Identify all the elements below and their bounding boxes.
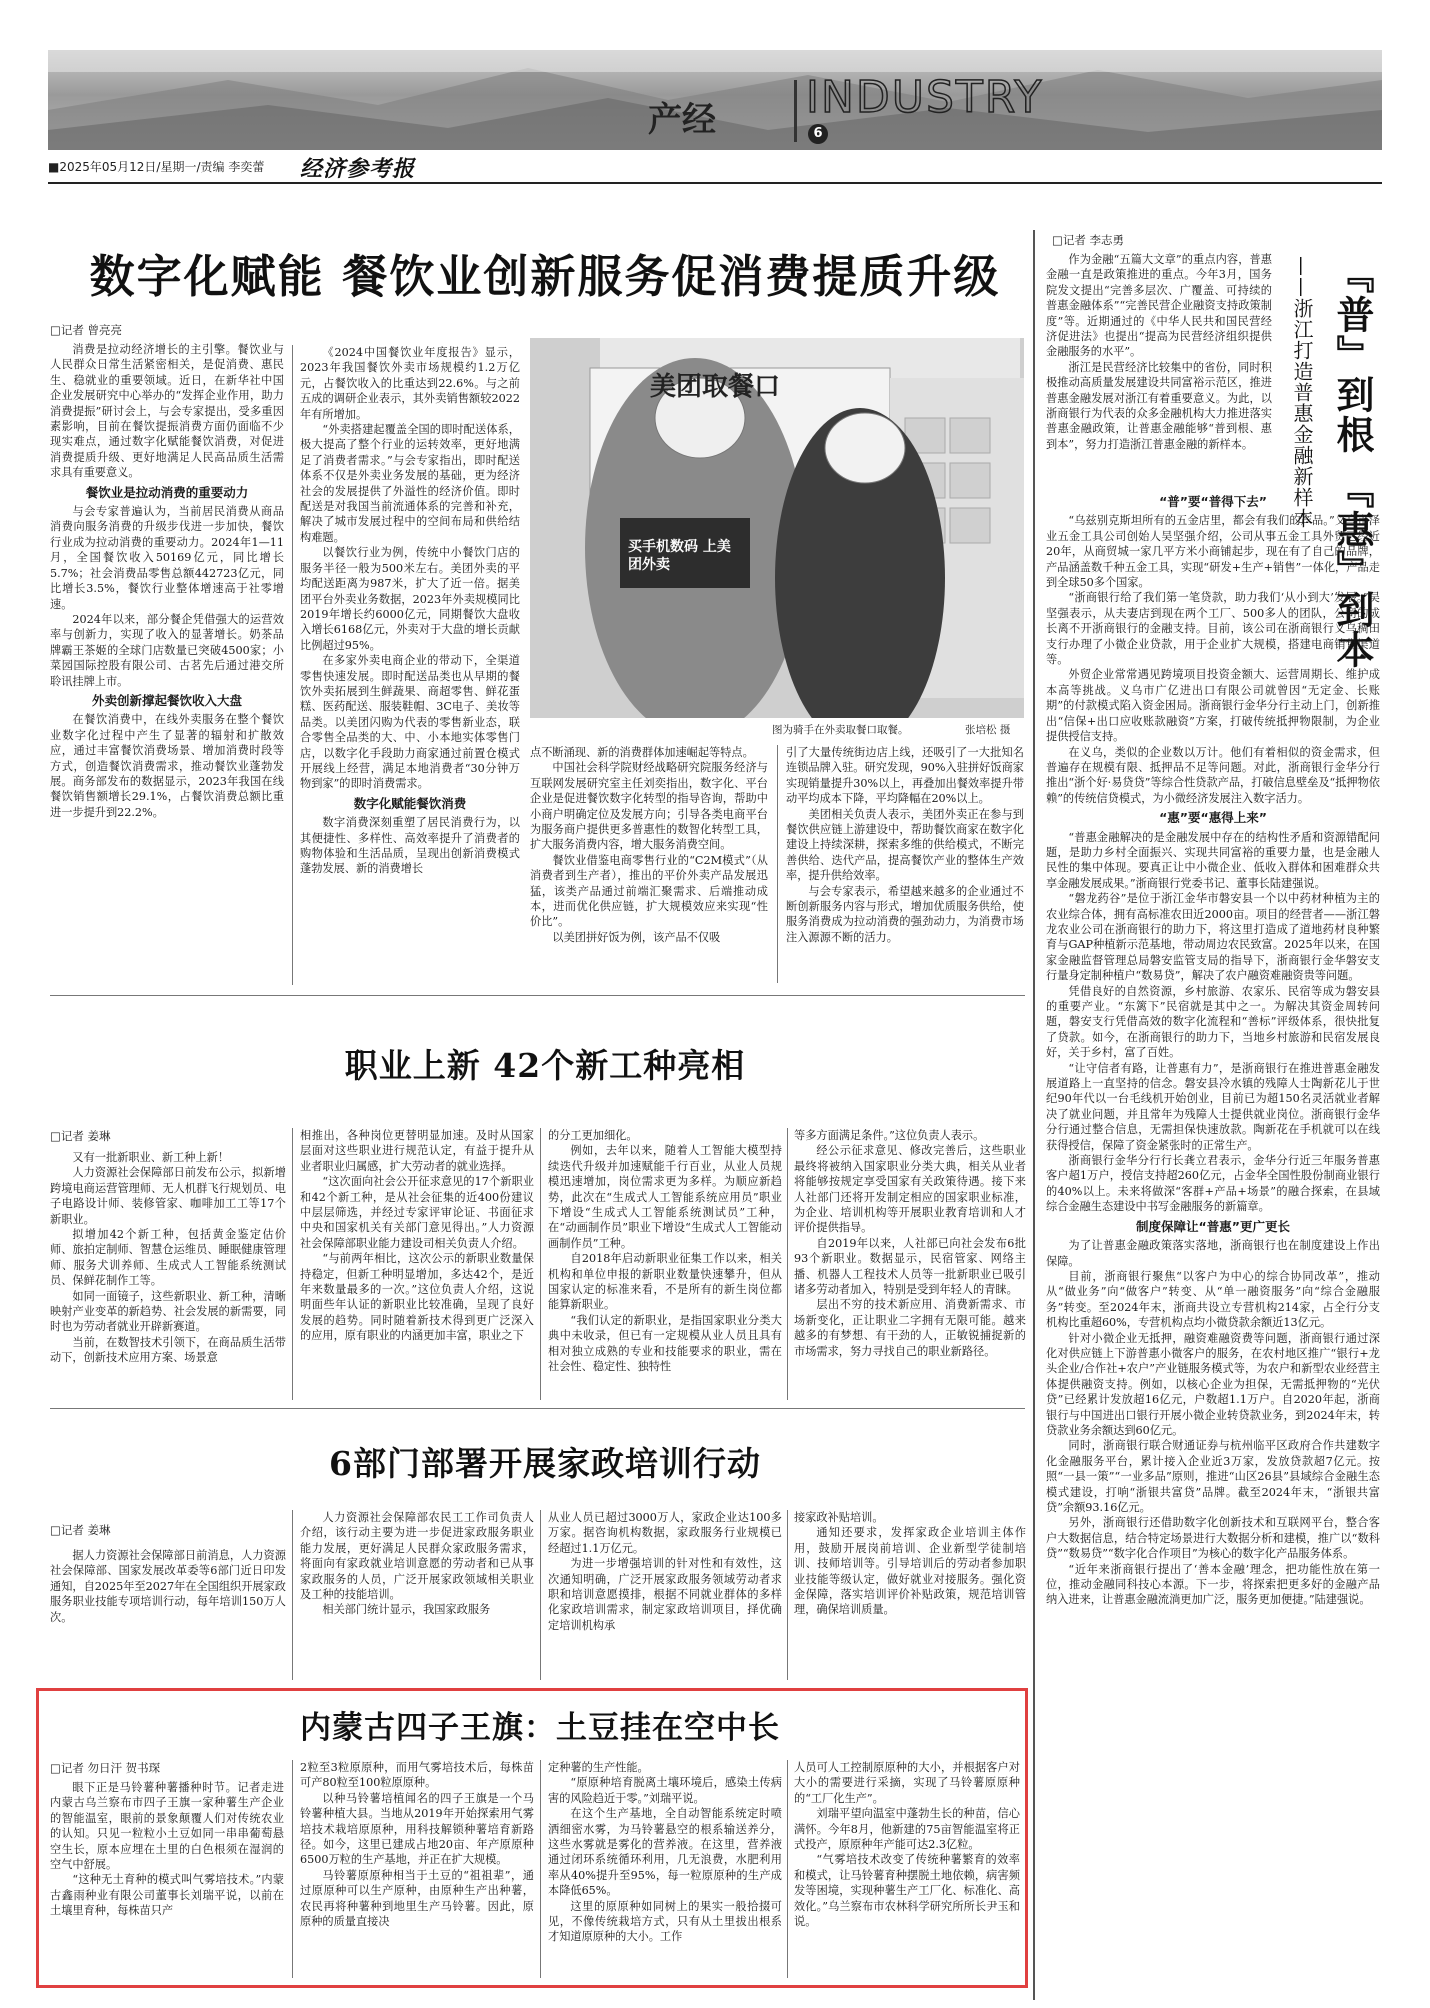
paragraph: 自2018年启动新职业征集工作以来，相关机构和单位申报的新职业数量快速攀升，但从国家认定的标准来看，不是所有的新生岗位都能算新职业。	[548, 1252, 782, 1312]
lead-photo	[530, 338, 1024, 718]
paragraph: 通知还要求，发挥家政企业培训主体作用，鼓励开展岗前培训、企业新型学徒制培训、技师培训等。引导培训后的劳动者参加职业技能等级认定，做好就业对接服务。强化资金保障，落实培训评价补贴政策，规范培训管理，确保培训质量。	[794, 1526, 1026, 1617]
paragraph: 在多家外卖电商企业的带动下，全渠道零售快速发展。即时配送品类也从早期的餐饮外卖拓展到生鲜蔬果、商超零售、鲜花蛋糕、医药配送、服装鞋帽、3C电子、美妆等品类。以美团闪购为代表的零售新业态，联合零售全品类的大、中、小本地实体零售门店，以数字化手段助力商家通过前置仓模式开展线上经营，满足本地消费者“30分钟万物到家”的即时消费需求。	[300, 654, 520, 791]
paragraph: 在义乌，类似的企业数以万计。他们有着相似的资金需求，但普遍存在规模有限、抵押品不足等问题。对此，浙商银行金华分行推出“浙个好·易贷贷”等综合性贷款产品，打破信息壁垒及“抵押物依赖”的传统信贷模式，为小微经济发展注入数字活力。	[1046, 745, 1380, 805]
paragraph: 与会专家普遍认为，当前居民消费从商品消费向服务消费的升级步伐进一步加快，餐饮行业成为拉动消费的重要动力。2024年1—11月，全国餐饮收入50169亿元，同比增长5.7%；社会消费品零售总额442723亿元，同比增长3.5%，餐饮行业整体增速高于社零增速。	[50, 505, 284, 611]
paragraph: 等多方面满足条件。”这位负责人表示。	[794, 1129, 985, 1142]
paragraph: “气雾培技术改变了传统种薯繁育的效率和模式，让马铃薯育种摆脱土地依赖，病害频发等困境，实现种薯生产工厂化、标准化、高效化。”乌兰察布市农林科学研究所所长尹玉和说。	[794, 1853, 1020, 1929]
paragraph: 2粒至3粒原原种，而用气雾培技术后，每株苗可产80粒至100粒原原种。	[300, 1761, 534, 1790]
paragraph: 以种马铃薯培植闻名的四子王旗是一个马铃薯种植大县。当地从2019年开始探索用气雾培技术栽培原原种，用科技解锁种薯培育新路径。如今，这里已建成占地20亩、年产原原种6500万粒的生产基地，并正在扩大规模。	[300, 1791, 534, 1867]
jobs-column-4	[794, 1128, 1026, 1400]
photo-credit: 张培松 摄	[965, 724, 1011, 736]
lead-column-2-top	[300, 345, 520, 985]
jobs-column-2	[300, 1128, 534, 1400]
section-divider	[794, 80, 797, 142]
potato-column-2	[300, 1760, 534, 1980]
jobs-headline: 职业上新 42个新工种亮相	[344, 1046, 746, 1085]
paragraph: 消费是拉动经济增长的主引擎。餐饮业与人民群众日常生活紧密相关，是促消费、惠民生、稳就业的重要领域。近日，在新华社中国企业发展研究中心举办的“发挥企业作用，助力消费提振”研讨会上，与会专家提出，受多重因素影响，目前在餐饮提振消费方面仍面临不少现实难点，通过数字化赋能餐饮消费，对促进消费提质升级、更好地满足人民高品质生活需求具有重要意义。	[50, 343, 284, 480]
paragraph: 人员可人工控制原原种的大小，并根据客户对大小的需要进行采摘，实现了马铃薯原原种的“工厂化生产”。	[794, 1761, 1020, 1805]
paragraph: 浙江是民营经济比较集中的省份，同时积极推动高质量发展建设共同富裕示范区，推进普惠金融发展对浙江有着重要意义。为此，以浙商银行为代表的众多金融机构大力推进落实普惠金融政策，让普惠金融能够“普到根、惠到本”，努力打造浙江普惠金融的新样本。	[1046, 360, 1272, 451]
paragraph: “磐龙药谷”是位于浙江金华市磐安县一个以中药材种植为主的农业综合体，拥有高标准农田近2000亩。项目的经营者——浙江磐龙农业公司在浙商银行的助力下，将这里打造成了道地药材良种繁育与GAP种植新示范基地，带动周边农民致富。2025年以来，在国家金融监督管理总局磐安监管支局的指导下，浙商银行金华磐安支行量身定制种植户“数易贷”，解决了农户融资难融资贵等问题。	[1046, 892, 1380, 983]
potato-column-4	[794, 1760, 1020, 1980]
paragraph: 的分工更加细化。	[548, 1129, 638, 1142]
sidebar-byline: □记者 李志勇	[1052, 233, 1125, 247]
section-rule	[50, 995, 1025, 996]
paragraph: 相推出，各种岗位更替明显加速。及时从国家层面对这些职业进行规范认定，有益于提升从业者职业归属感，扩大劳动者的就业选择。	[300, 1129, 534, 1173]
paragraph: 人力资源社会保障部农民工工作司负责人介绍，该行动主要为进一步促进家政服务职业能力发展，更好满足人民群众家政服务需求，将面向有家政就业培训意愿的劳动者和已从事家政服务的人员，广泛开展家政领域相关职业及工种的技能培训。	[300, 1511, 534, 1602]
lead-column-4	[786, 745, 1024, 985]
housekeeping-headline: 6部门部署开展家政培训行动	[329, 1444, 761, 1483]
paragraph: 同时，浙商银行联合财通证券与杭州临平区政府合作共建数字化金融服务平台，累计接入企业近3万家，发放贷款超7亿元。按照“一县一策”“一业多品”原则，推进“山区26县”县域综合金融生态模式建设，打响“浙银共富贷”品牌。截至2024年末，“浙银共富贷”余额93.16亿元。	[1046, 1439, 1380, 1514]
lead-column-2-bottom-3	[530, 745, 768, 985]
paragraph: 2024年以来，部分餐企凭借强大的运营效率与创新力，实现了收入的显著增长。奶茶品牌霸王茶姬的全球门店数量已突破4500家；小菜园国际控股有限公司、古茗先后通过港交所聆讯挂牌上市。	[50, 612, 284, 688]
paragraph: 以美团拼好饭为例，该产品不仅吸	[552, 930, 721, 944]
potato-column-3	[548, 1760, 782, 1980]
paragraph: “原原种培育脱离土壤环境后，感染土传病害的风险趋近于零。”刘瑞平说。	[548, 1776, 782, 1805]
subhead: 外卖创新撑起餐饮收入大盘	[91, 692, 242, 708]
potato-column-1	[50, 1780, 284, 1980]
paragraph: “我们认定的新职业，是指国家职业分类大典中未收录，但已有一定规模从业人员且具有相对独立成熟的专业和技能要求的职业，需在社会性、稳定性、独特性	[548, 1313, 782, 1374]
column-rule	[292, 345, 293, 985]
paragraph: 点不断涌现、新的消费群体加速崛起等特点。	[530, 746, 754, 759]
paragraph: 引了大量传统街边店上线，还吸引了一大批知名连锁品牌入驻。研究发现，90%入驻拼好饭商家实现销量提升30%以上，再叠加出餐效率提升带动平均成本下降，平均降幅在20%以上。	[786, 746, 1024, 806]
sidebar-vertical-title: 『普』到根 『惠』到本	[1330, 255, 1374, 671]
paragraph: 餐饮业借鉴电商零售行业的“C2M模式”（从消费者到生产者），推出的平价外卖产品发展迅猛，该类产品通过前端汇聚需求、后端推动成本，进而优化供应链，扩大规模效应来实现“性价比”。	[530, 853, 768, 929]
paragraph: 凭借良好的自然资源，乡村旅游、农家乐、民宿等成为磐安县的重要产业。“东篱下”民宿就是其中之一。为解决其资金周转问题，磐安支行凭借高效的数字化流程和“善标”评级体系，很快批复了贷款。如今，在浙商银行的助力下，当地乡村旅游和民宿发展良好，关于乡村，富了百姓。	[1046, 984, 1380, 1060]
lead-byline: □记者 曾亮亮	[50, 323, 123, 337]
column-rule	[787, 1760, 788, 1978]
column-rule	[540, 1128, 541, 1400]
paragraph: 马铃薯原原种相当于土豆的“祖祖辈”，通过原原种可以生产原种，由原种生产出种薯，农民再将种薯种到地里生产马铃薯。因此，原原种的质量直接决	[300, 1868, 534, 1929]
photo-shop-sign: 美团取餐口	[650, 372, 781, 402]
paragraph: 在餐饮消费中，在线外卖服务在整个餐饮业数字化过程中产生了显著的辐射和扩散效应，通过丰富餐饮消费场景、增加消费时段等方式，创造餐饮消费需求，推动餐饮业蓬勃发展。商务部发布的数据显示，2023年我国在线餐饮销售额增长29.1%，占餐饮消费总额比重进一步提升到22.2%。	[50, 713, 284, 819]
lead-column-1	[50, 342, 284, 987]
column-rule	[787, 1128, 788, 1400]
column-rule	[540, 1510, 541, 1680]
paragraph: “浙商银行给了我们第一笔贷款，助力我们‘从小到大’发展。”吴坚强表示，从夫妻店到现在两个工厂、500多人的团队，公司的成长离不开浙商银行的金融支持。目前，该公司在浙商银行义乌稠田支行办理了小微企业贷款，用于企业扩大规模，搭建电商销售渠道等。	[1046, 591, 1380, 667]
paragraph: “与前两年相比，这次公示的新职业数量保持稳定，但新工种明显增加，多达42个，是近年来数量最多的一次。”这位负责人介绍，这说明面些年认证的新职业比较准确，呈现了良好发展的趋势。同时随着新技术得到更广泛深入的应用，原有职业的内涵更加丰富，职业之下	[300, 1252, 534, 1343]
paragraph: 外贸企业常常遇见跨境项目投资金额大、运营周期长、维护成本高等挑战。义乌市广亿进出口有限公司就曾因“无定金、长账期”的付款模式陷入资金困局。浙商银行金华分行主动上门，创新推出“信保+出口应收账款融资”方案，打破传统抵押物限制，为企业提供授信支持。	[1046, 668, 1380, 744]
subhead: 餐饮业是拉动消费的重要动力	[85, 484, 249, 500]
date-line: ■2025年05月12日/星期一/责编 李奕蕾	[48, 160, 265, 174]
paragraph: 当前，在数智技术引领下，在商品质生活带动下，创新技术应用方案、场景意	[50, 1335, 286, 1365]
section-rule	[50, 1408, 1025, 1409]
masthead-banner	[48, 50, 1382, 150]
column-rule	[787, 1510, 788, 1680]
paragraph: 作为金融“五篇大文章”的重点内容，普惠金融一直是政策推进的重点。今年3月，国务院发文提出“完善多层次、广覆盖、可持续的普惠金融体系”“完善民营企业融资支持政策制度”等。近期通过的《中华人民共和国民营经济促进法》也提出“提高为民营经济组织提供金融服务的水平”。	[1046, 253, 1272, 359]
paragraph: 层出不穷的技术新应用、消费新需求、市场新变化，正让职业二字拥有无限可能。越来越多的有梦想、有干劲的人，正敏锐捕捉新的市场需求，努力寻找自己的职业新路径。	[794, 1298, 1026, 1358]
housekeeping-column-1	[50, 1548, 286, 1678]
housekeeping-column-4	[794, 1510, 1026, 1680]
sidebar-vertical-subtitle: ——浙江打造普惠金融新样本	[1290, 256, 1314, 529]
subhead: 制度保障让“普惠”更广更长	[1136, 1218, 1290, 1234]
housekeeping-column-3	[548, 1510, 782, 1680]
paragraph: “这次面向社会公开征求意见的17个新职业和42个新工种，是从社会征集的近400份建议中层层筛选，并经过专家评审论证、书面征求中央和国家机关有关部门意见得出。”人力资源社会保障部职业能力建设司相关负责人介绍。	[300, 1175, 534, 1250]
paragraph: “这种无土育种的模式叫气雾培技术。”内蒙古鑫雨种业有限公司董事长刘瑞平说，以前在土壤里育种，每株苗只产	[50, 1873, 284, 1918]
paragraph: 例如，去年以来，随着人工智能大模型持续迭代升级并加速赋能千行百业，从业人员规模迅速增加，岗位需求更为多样。为顺应新趋势，此次在“生成式人工智能系统应用员”职业下增设“生成式人工智能系统测试员”工种，在“动画制作员”职业下增设“生成式人工智能动画制作员”工种。	[548, 1144, 782, 1250]
paragraph: 与会专家表示，希望越来越多的企业通过不断创新服务内容与形式，增加优质服务供给，使服务消费成为拉动消费的强劲动力，为消费市场注入源源不断的活力。	[786, 884, 1024, 944]
subhead: “惠”要“惠得上来”	[1159, 810, 1267, 826]
section-title-en: INDUSTRY	[806, 72, 1044, 123]
paragraph: “普惠金融解决的是金融发展中存在的结构性矛盾和资源错配问题，是助力乡村全面振兴、实现共同富裕的重要力量，也是金融人民性的集中体现。要真正让中小微企业、低收入群体和困难群众共享金融发展成果。”浙商银行党委书记、董事长陆建强说。	[1046, 830, 1380, 890]
column-rule	[292, 1128, 293, 1400]
masthead-rule	[48, 182, 1382, 184]
sidebar-rule	[1033, 230, 1035, 2000]
paragraph: 针对小微企业无抵押，融资难融资费等问题，浙商银行通过深化对供应链上下游普惠小微客户的服务，在农村地区推广“银行+龙头企业/合作社+农户”产业链服务模式等，为农户和新型农业经营主体提供融资支持。例如，以核心企业为担保，无需抵押物的“光伏贷”已经累计发放超16亿元，户数超1.1万户。自2020年起，浙商银行与中国进出口银行开展小微企业转贷款业务，到2024年末，转贷款业务余额达到60亿元。	[1046, 1331, 1380, 1437]
paragraph: “外卖搭建起覆盖全国的即时配送体系，极大提高了整个行业的运转效率，更好地满足了消费者需求。”与会专家指出，即时配送体系不仅是外卖业务发展的基础，更为经济社会的发展提供了外溢性的经济价值。即时配送是对我国当前流通体系的完善和补充，解决了城市发展过程中的空间布局和供给结构难题。	[300, 423, 520, 544]
lead-headline: 数字化赋能 餐饮业创新服务促消费提质升级	[89, 250, 1001, 303]
column-rule	[292, 1510, 293, 1680]
paragraph: 数字消费深刻重塑了居民消费行为，以其便捷性、多样性、高效率提升了消费者的购物体验和生活品质，呈现出创新消费模式蓬勃发展、新的消费增长	[300, 816, 520, 876]
column-rule	[777, 745, 778, 983]
paragraph: 定种薯的生产性能。	[548, 1761, 649, 1774]
paragraph: 如同一面镜子，这些新职业、新工种，清晰映射产业变革的新趋势、社会发展的新需要，同时也为劳动者就业开辟新赛道。	[50, 1289, 286, 1334]
housekeeping-column-2	[300, 1510, 534, 1680]
paragraph: 为进一步增强培训的针对性和有效性，这次通知明确，广泛开展家政服务领域劳动者求职和培训意愿摸排，根据不同就业群体的多样化家政培训需求，制定家政培训项目，择优确定培训机构承	[548, 1557, 782, 1632]
subhead: “普”要“普得下去”	[1159, 494, 1267, 509]
paragraph: “近年来浙商银行提出了‘善本金融’理念，把功能性放在第一位，推动金融同科技心本源。下一步，将探索把更多好的金融产品纳入进来，让普惠金融流淌更加广泛，服务更加便捷。”陆建强说。	[1046, 1562, 1380, 1607]
paragraph: 浙商银行金华分行行长龚立君表示，金华分行近三年服务普惠客户超1万户，授信支持超260亿元，占金华全国性股份制商业银行的40%以上。未来将做深“客群+产品+场景”的融合探索，在县域综合金融生态建设中书写金融服务的新篇章。	[1046, 1154, 1380, 1214]
column-rule	[292, 1760, 293, 1978]
paragraph: 人力资源社会保障部日前发布公示，拟新增跨境电商运营管理师、无人机群飞行规划员、电子电路设计师、装修管家、咖啡加工工等17个新职业。	[50, 1166, 286, 1226]
section-title-cn: 产经	[648, 100, 716, 140]
column-rule	[540, 1760, 541, 1978]
paragraph: 拟增加42个新工种，包括黄金鉴定估价师、旅拍定制师、智慧仓运维员、睡眠健康管理师、服务犬训养师、生成式人工智能系统测试员、保鲜花制作工等。	[50, 1228, 286, 1288]
subhead: 数字化赋能餐饮消费	[353, 795, 467, 811]
paragraph: 为了让普惠金融政策落实落地，浙商银行也在制度建设上作出保障。	[1046, 1239, 1380, 1268]
jobs-byline: □记者 姜琳	[50, 1129, 111, 1143]
paragraph: 从业人员已超过3000万人，家政企业达100多万家。据咨询机构数据，家政服务行业规模已经超过1.1万亿元。	[548, 1511, 782, 1555]
paragraph: 以餐饮行业为例，传统中小餐饮门店的服务半径一般为500米左右。美团外卖的平均配送距离为987米，扩大了近一倍。据美团平台外卖业务数据，2023年外卖规模同比2019年增长约6000亿元，同期餐饮大盘收入增长6168亿元，外卖对于大盘的增长贡献比例超过95%。	[300, 546, 520, 652]
paragraph: 刘瑞平望向温室中蓬勃生长的种苗，信心满怀。今年8月，他新建的75亩智能温室将正式投产，原原种年产能可达2.3亿粒。	[794, 1807, 1020, 1852]
housekeeping-byline: □记者 姜琳	[50, 1523, 111, 1537]
paragraph: 经公示征求意见、修改完善后，这些职业最终将被纳入国家职业分类大典，相关从业者将能够按规定享受国家有关政策待遇。接下来人社部门还将开发制定相应的国家职业标准，为企业、培训机构等开展职业教育培训和人才评价提供指导。	[794, 1144, 1026, 1235]
sidebar-body	[1046, 490, 1380, 1990]
paragraph: 目前，浙商银行聚焦“以客户为中心的综合协同改革”，推动从“做业务”向“做客户”转变、从“单一融资服务”向“综合金融服务”转变。至2024年末，浙商共设立专营机构214家，占全行分支机构比重超60%，专营机构点均小微贷款余额近13亿元。	[1046, 1269, 1380, 1330]
jobs-column-3	[548, 1128, 782, 1400]
paragraph: 这里的原原种如同树上的果实一般拾掇可见，不像传统栽培方式，只有从土里拔出根系才知道原原种的大小。工作	[548, 1899, 782, 1944]
paragraph: 另外，浙商银行还借助数字化创新技术和互联网平台，整合客户大数据信息，结合特定场景进行大数据分析和建模，推广以“数科贷”“数易贷”“数字化合作项目”为核心的数字化产品服务体系。	[1046, 1516, 1380, 1561]
potato-byline: □记者 勿日汗 贺书琛	[50, 1761, 161, 1775]
photo-caption: 图为骑手在外卖取餐口取餐。	[772, 724, 909, 736]
paragraph: 又有一批新职业、新工种上新！	[72, 1151, 230, 1164]
paragraph: 眼下正是马铃薯种薯播种时节。记者走进内蒙古乌兰察布市四子王旗一家种薯生产企业的智能温室，眼前的景象颠覆人们对传统农业的认知。只见一粒粒小土豆如同一串串葡萄悬空生长，原本应埋在土里的白色根须在湿润的空气中舒展。	[50, 1781, 284, 1872]
paragraph: 据人力资源社会保障部日前消息，人力资源社会保障部、国家发展改革委等6部门近日印发通知，自2025年至2027年在全国组织开展家政服务职业技能专项培训行动，每年培训150万人次。	[50, 1549, 286, 1624]
paragraph: 相关部门统计显示，我国家政服务	[322, 1603, 491, 1617]
paragraph: 《2024中国餐饮业年度报告》显示，2023年我国餐饮外卖市场规模约1.2万亿元，占餐饮收入的比重达到22.6%。与之前五成的调研企业表示，其外卖销售额较2022年有所增加。	[300, 346, 520, 421]
potato-headline: 内蒙古四子王旗：土豆挂在空中长	[300, 1710, 780, 1746]
photo-bag-text: 买手机数码 上美团外卖	[628, 539, 731, 573]
paragraph: 在这个生产基地，全自动智能系统定时喷洒细密水雾，为马铃薯悬空的根系输送养分，这些水雾就是雾化的营养液。在这里，营养液通过闭环系统循环利用，几无浪费，水肥利用率从40%提升至95%，每一粒原原种的生产成本降低65%。	[548, 1807, 782, 1898]
paragraph: “让守信者有路，让普惠有力”，是浙商银行在推进普惠金融发展道路上一直坚持的信念。磐安县冷水镇的残障人士陶新花儿于世纪90年代以一台毛线机开始创业，目前已为超150名灵活就业者解决了就业问题，并且常年为残障人士提供就业岗位。浙商银行金华分行通过整合信息，无需担保快速放款。陶新花在手机就可以在线获得授信，保障了资金紧张时的正常生产。	[1046, 1061, 1380, 1152]
paragraph: 自2019年以来，人社部已向社会发布6批93个新职业。数据显示，民宿管家、网络主播、机器人工程技术人员等一批新职业已吸引诸多劳动者加入，特别是受到年轻人的青睐。	[794, 1236, 1026, 1297]
jobs-column-1	[50, 1150, 286, 1402]
paragraph: “乌兹别克斯坦所有的五金店里，都会有我们的产品。”义乌市泽业五金工具公司创始人吴坚强介绍，公司从事五金工具外贸已经近20年，从商贸城一家几平方米小商铺起步，现在有了自己的品牌，产品涵盖数千种五金工具，实现“研发+生产+销售”一体化，产品走到全球50多个国家。	[1046, 514, 1380, 590]
paper-name-logo: 经济参考报	[300, 156, 416, 182]
paragraph: 接家政补贴培训。	[794, 1511, 884, 1524]
page-number: 6	[808, 124, 828, 144]
paragraph: 美团相关负责人表示，美团外卖正在参与到餐饮供应链上游建设中，帮助餐饮商家在数字化建设上持续深耕，探索多维的供给模式，不断完善供给、迭代产品，提高餐饮产业的整体生产效率，提升供给效率。	[786, 807, 1024, 883]
paragraph: 中国社会科学院财经战略研究院服务经济与互联网发展研究室主任刘奕指出，数字化、平台企业是促进餐饮数字化转型的指导咨询，帮助中小商户明确定位及发展方向；引导各类电商平台为服务商户提供更多普惠性的数智化转型工具，扩大服务消费内容，增大服务消费空间。	[530, 761, 768, 852]
